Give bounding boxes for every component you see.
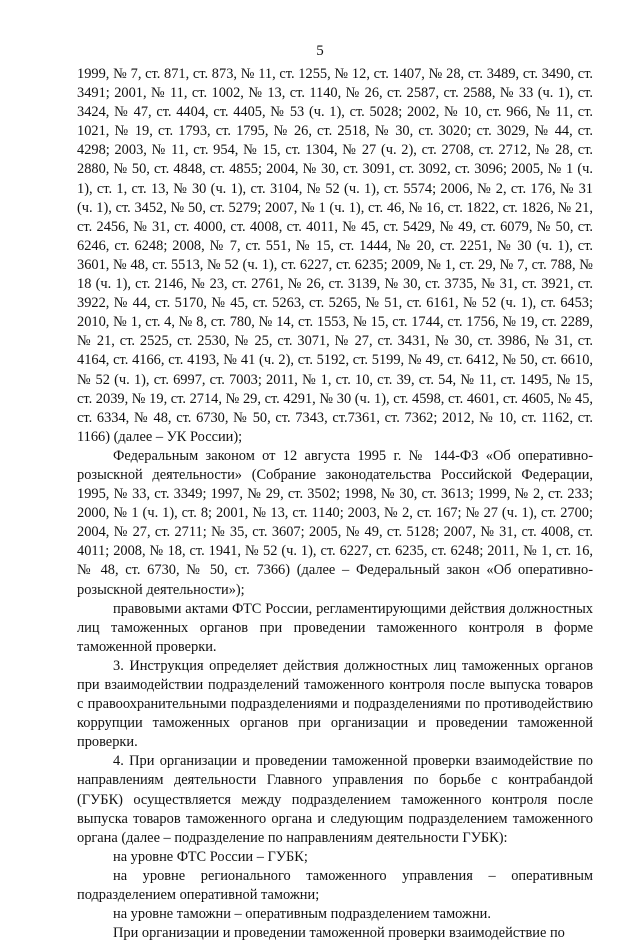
paragraph-level-regional: на уровне регионального таможенного управления – оперативным подразделением оперативной таможни; (77, 867, 593, 904)
paragraph-legal-acts: правовыми актами ФТС России, регламентирующими действия должностных лиц таможенных органов при проведении таможенного контроля в форме таможенной проверки. (77, 600, 593, 655)
paragraph-legislation-citations: 1999, № 7, ст. 871, ст. 873, № 11, ст. 1255, № 12, ст. 1407, № 28, ст. 3489, ст. 3490, ст. 3491; 2001, № 11, ст. 1002, № 13, ст. 1140, № 26, ст. 2587, ст. 2588, № 33 (ч. 1), ст. 3424, № 47, ст. 4404, ст. 4405, № 53 (ч. 1), ст. 5028; 2002, № 10, ст. 966, № 11, ст. 1021, № 19, ст. 1793, ст. 1795, № 26, ст. 2518, № 30, ст. 3020; ст. 3029, № 44, ст. 4298; 2003, № 11, ст. 954, № 15, ст. 1304, № 27 (ч. 2), ст. 2708, ст. 2712, № 28, ст. 2880, № 50, ст. 4848, ст. 4855; 2004, № 30, ст. 3091, ст. 3092, ст. 3096; 2005, № 1 (ч. 1), ст. 1, ст. 13, № 30 (ч. 1), ст. 3104, № 52 (ч. 1), ст. 5574; 2006, № 2, ст. 176, № 31 (ч. 1), ст. 3452, № 50, ст. 5279; 2007, № 1 (ч. 1), ст. 46, № 16, ст. 1822, ст. 1826, № 21, ст. 2456, № 31, ст. 4000, ст. 4008, ст. 4011, № 45, ст. 5429, № 49, ст. 6079, № 50, ст. 6246, ст. 6248; 2008, № 7, ст. 551, № 15, ст. 1444, № 20, ст. 2251, № 30 (ч. 1), ст. 3601, № 48, ст. 5513, № 52 (ч. 1), ст. 6227, ст. 6235; 2009, № 1, ст. 29, № 7, ст. 788, № 18 (ч. 1), ст. 2146, № 23, ст. 2761, № 26, ст. 3139, № 30, ст. 3735, № 31, ст. 3921, ст. 3922, № 44, ст. 5170, № 45, ст. 5263, ст. 5265, № 51, ст. 6161, № 52 (ч. 1), ст. 6453; 2010, № 1, ст. 4, № 8, ст. 780, № 14, ст. 1553, № 15, ст. 1744, ст. 1756, № 19, ст. 2289, № 21, ст. 2525, ст. 2530, № 25, ст. 3071, № 27, ст. 3431, № 30, ст. 3986, № 31, ст. 4164, ст. 4166, ст. 4193, № 41 (ч. 2), ст. 5192, ст. 5199, № 49, ст. 6412, № 50, ст. 6610, № 52 (ч. 1), ст. 6997, ст. 7003; 2011, № 1, ст. 10, ст. 39, ст. 54, № 11, ст. 1495, № 15, ст. 2039, № 19, ст. 2714, № 29, ст. 4291, № 30 (ч. 1), ст. 4598, ст. 4601, ст. 4605, № 45, ст. 6334, № 48, ст. 6730, № 50, ст. 7343, ст.7361, ст. 7362; 2012, № 10, ст. 1162, ст. 1166) (далее – УК России); (77, 66, 593, 445)
paragraph-item-3: 3. Инструкция определяет действия должностных лиц таможенных органов при взаимодействии подразделений таможенного контроля после выпуска товаров с правоохранительными подразделениями и подразделениями по противодействию коррупции таможенных органов при организации и проведении таможенной проверки. (77, 657, 593, 751)
page-number: 5 (316, 43, 324, 59)
paragraph-item-4: 4. При организации и проведении таможенной проверки взаимодействие по направлениям деятельности Главного управления по борьбе с контрабандой (ГУБК) осуществляется между подразделением таможенного контроля после выпуска товаров таможенного органа и следующим подразделением таможенного органа (далее – подразделение по направлениям деятельности ГУБК): (77, 753, 593, 846)
paragraph-level-customs: на уровне таможни – оперативным подразделением таможни. (113, 906, 491, 923)
paragraph-federal-law: Федеральным законом от 12 августа 1995 г. № 144-ФЗ «Об оперативно-розыскной деятельности» (Собрание законодательства Российской Федерации, 1995, № 33, ст. 3349; 1997, № 29, ст. 3502; 1998, № 30, ст. 3613; 1999, № 2, ст. 233; 2000, № 1 (ч. 1), ст. 8; 2001, № 13, ст. 1140; 2003, № 2, ст. 167; № 27 (ч. 1), ст. 2700; 2004, № 27, ст. 2711; № 35, ст. 3607; 2005, № 49, ст. 5128; 2007, № 31, ст. 4008, ст. 4011; 2008, № 18, ст. 1941, № 52 (ч. 1), ст. 6227, ст. 6235, ст. 6248; 2011, № 1, ст. 16, № 48, ст. 6730, № 50, ст. 7366) (далее – Федеральный закон «Об оперативно-розыскной деятельности»); (77, 447, 593, 598)
paragraph-continuation: При организации и проведении таможенной проверки взаимодействие по (113, 925, 565, 942)
document-body (77, 65, 593, 943)
paragraph-level-fts: на уровне ФТС России – ГУБК; (113, 848, 308, 865)
